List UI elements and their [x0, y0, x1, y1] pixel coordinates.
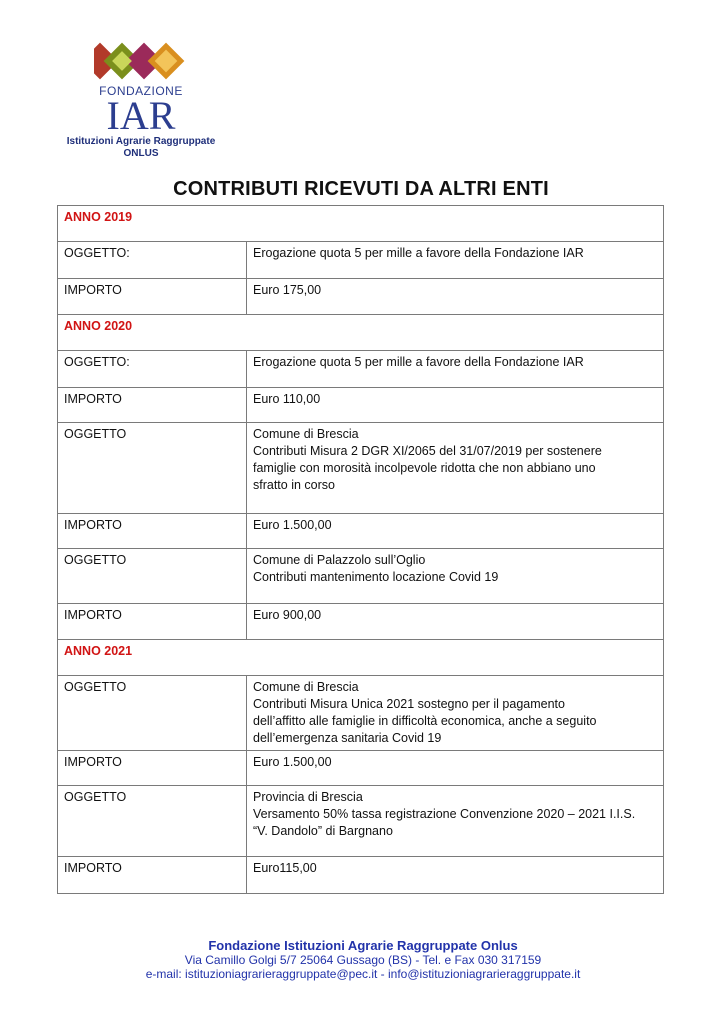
- row-value: [247, 242, 664, 279]
- value-line: Contributi mantenimento locazione Covid 19: [253, 570, 499, 584]
- year-heading: ANNO 2021: [58, 640, 664, 676]
- value-line: Euro 900,00: [253, 608, 322, 622]
- row-label: IMPORTO: [58, 857, 247, 894]
- value-line: Euro 1.500,00: [253, 755, 332, 769]
- row-label: OGGETTO:: [58, 351, 247, 388]
- page-title: CONTRIBUTI RICEVUTI DA ALTRI ENTI: [173, 178, 549, 200]
- value-line: famiglie con morosità incolpevole ridotta che non abbiano uno: [253, 461, 596, 475]
- row-value: [247, 279, 664, 315]
- row-value: [247, 423, 664, 514]
- logo-onlus: ONLUS: [123, 148, 159, 159]
- year-row: [58, 640, 664, 676]
- value-line: Contributi Misura Unica 2021 sostegno per il pagamento: [253, 697, 565, 711]
- row-value: [247, 549, 664, 604]
- year-row: [58, 315, 664, 351]
- value-line: Versamento 50% tassa registrazione Convenzione 2020 – 2021 I.I.S.: [253, 807, 636, 821]
- row-value: [247, 388, 664, 423]
- value-line: “V. Dandolo” di Bargnano: [253, 824, 393, 838]
- row-value: [247, 786, 664, 857]
- table-row: [58, 514, 664, 549]
- row-label: IMPORTO: [58, 604, 247, 640]
- value-line: Euro115,00: [253, 861, 317, 875]
- value-line: Erogazione quota 5 per mille a favore della Fondazione IAR: [253, 246, 584, 260]
- value-line: Euro 110,00: [253, 392, 321, 406]
- table-row: [58, 242, 664, 279]
- year-heading: ANNO 2019: [58, 206, 664, 242]
- row-label: IMPORTO: [58, 514, 247, 549]
- table-row: [58, 786, 664, 857]
- table-row: [58, 857, 664, 894]
- row-label: OGGETTO: [58, 786, 247, 857]
- row-label: OGGETTO: [58, 423, 247, 514]
- footer-emails: e-mail: istituzioniagrarieraggruppate@pec.it - info@istituzioniagrarieraggruppate.it: [145, 967, 581, 981]
- row-value: [247, 351, 664, 388]
- row-label: OGGETTO: [58, 549, 247, 604]
- row-label: IMPORTO: [58, 279, 247, 315]
- footer-address: Via Camillo Golgi 5/7 25064 Gussago (BS) - Tel. e Fax 030 317159: [184, 953, 542, 967]
- table-row: [58, 279, 664, 315]
- logo-word-iar: IAR: [106, 93, 176, 138]
- row-value: [247, 857, 664, 894]
- row-value: [247, 676, 664, 751]
- value-line: Euro 175,00: [253, 283, 322, 297]
- table-row: [58, 351, 664, 388]
- value-line: Comune di Palazzolo sull’Oglio: [253, 553, 426, 567]
- value-line: Comune di Brescia: [253, 427, 359, 441]
- row-value: [247, 751, 664, 786]
- foundation-logo: [56, 38, 226, 158]
- logo-word-fondazione: FONDAZIONE: [99, 84, 183, 98]
- value-line: Provincia di Brescia: [253, 790, 363, 804]
- value-line: Comune di Brescia: [253, 680, 359, 694]
- table-row: [58, 751, 664, 786]
- row-value: [247, 604, 664, 640]
- table-row: [58, 676, 664, 751]
- logo-mark-icon: [94, 38, 188, 84]
- value-line: sfratto in corso: [253, 478, 335, 492]
- row-label: IMPORTO: [58, 751, 247, 786]
- row-label: OGGETTO: [58, 676, 247, 751]
- row-label: OGGETTO:: [58, 242, 247, 279]
- row-label: IMPORTO: [58, 388, 247, 423]
- value-line: dell’affitto alle famiglie in difficoltà economica, anche a seguito: [253, 714, 597, 728]
- table-row: [58, 388, 664, 423]
- value-line: Euro 1.500,00: [253, 518, 332, 532]
- logo-subtitle: Istituzioni Agrarie Raggruppate: [66, 136, 216, 147]
- year-heading: ANNO 2020: [58, 315, 664, 351]
- value-line: Erogazione quota 5 per mille a favore della Fondazione IAR: [253, 355, 584, 369]
- table-row: [58, 549, 664, 604]
- contributions-table: [57, 205, 664, 894]
- year-row: [58, 206, 664, 242]
- row-value: [247, 514, 664, 549]
- value-line: dell’emergenza sanitaria Covid 19: [253, 731, 442, 745]
- table-row: [58, 423, 664, 514]
- footer-org: Fondazione Istituzioni Agrarie Raggruppate Onlus: [208, 938, 518, 953]
- table-row: [58, 604, 664, 640]
- value-line: Contributi Misura 2 DGR XI/2065 del 31/07/2019 per sostenere: [253, 444, 602, 458]
